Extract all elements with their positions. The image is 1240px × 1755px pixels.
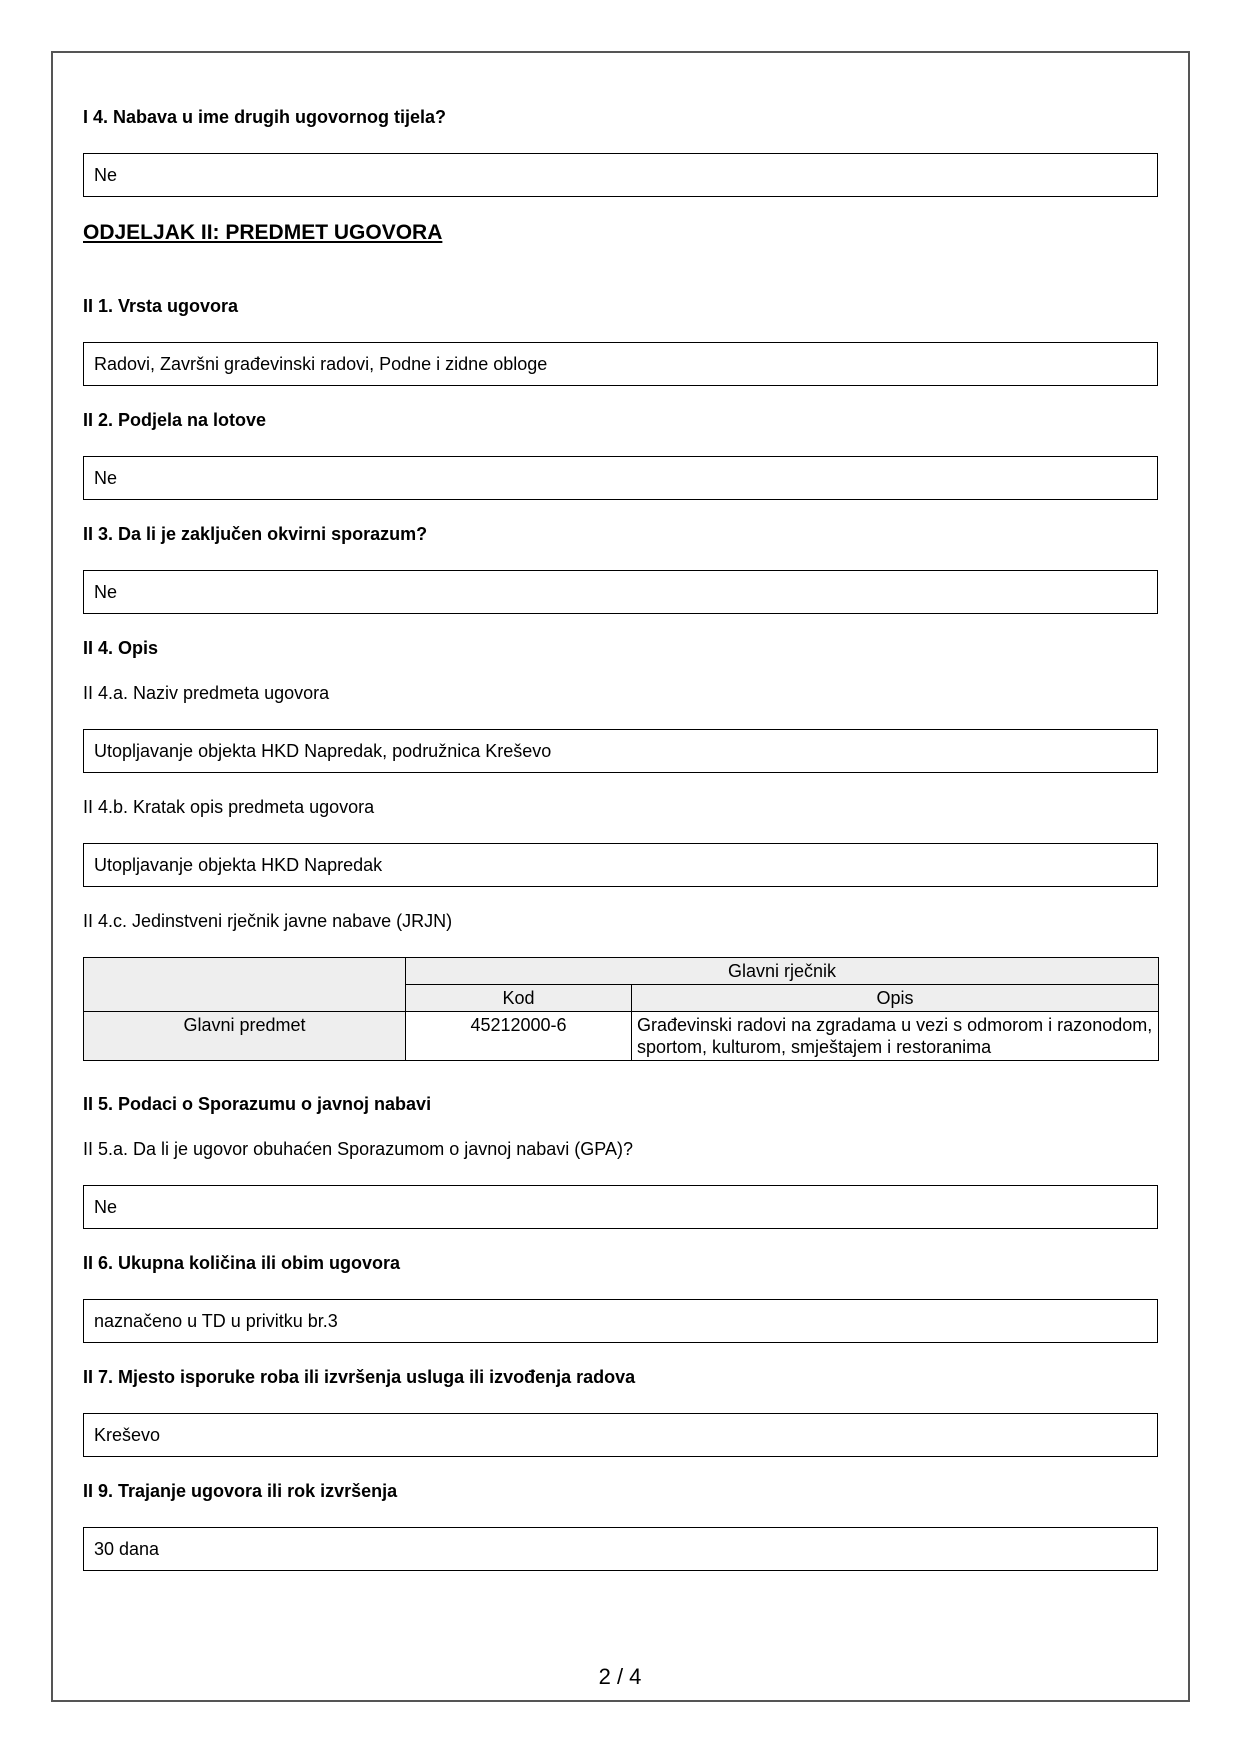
table-col-desc: Opis: [632, 985, 1159, 1012]
heading-ii1: II 1. Vrsta ugovora: [83, 296, 239, 316]
table-row-code: 45212000-6: [406, 1012, 632, 1061]
section-title-ii: ODJELJAK II: PREDMET UGOVORA: [83, 221, 443, 244]
heading-ii3: II 3. Da li je zaključen okvirni sporazum?: [83, 524, 428, 544]
value-ii4b: Utopljavanje objekta HKD Napredak: [83, 843, 1158, 887]
heading-ii4: II 4. Opis: [83, 638, 159, 658]
heading-ii5: II 5. Podaci o Sporazumu o javnoj nabavi: [83, 1094, 432, 1114]
heading-ii7: II 7. Mjesto isporuke roba ili izvršenja usluga ili izvođenja radova: [83, 1367, 636, 1387]
value-ii9: 30 dana: [83, 1527, 1158, 1571]
value-ii7: Kreševo: [83, 1413, 1158, 1457]
label-ii4b: II 4.b. Kratak opis predmeta ugovora: [83, 797, 375, 817]
table-row-label: Glavni predmet: [84, 1012, 406, 1061]
table-row-desc: Građevinski radovi na zgradama u vezi s odmorom i razonodom, sportom, kulturom, smještajem i restoranima: [632, 1012, 1159, 1061]
value-ii5a: Ne: [83, 1185, 1158, 1229]
table-row: [84, 1012, 1159, 1061]
cpv-table: [83, 957, 1159, 1061]
table-col-code: Kod: [406, 985, 632, 1012]
value-ii2: Ne: [83, 456, 1158, 500]
heading-ii6: II 6. Ukupna količina ili obim ugovora: [83, 1253, 401, 1273]
table-header-row: [84, 958, 1159, 985]
label-ii4c: II 4.c. Jedinstveni rječnik javne nabave (JRJN): [83, 911, 453, 931]
label-ii5a: II 5.a. Da li je ugovor obuhaćen Sporazumom o javnoj nabavi (GPA)?: [83, 1139, 633, 1159]
table-corner-cell: [84, 958, 406, 1012]
value-ii6: naznačeno u TD u privitku br.3: [83, 1299, 1158, 1343]
value-i4: Ne: [83, 153, 1158, 197]
heading-i4: I 4. Nabava u ime drugih ugovornog tijela?: [83, 107, 447, 127]
heading-ii9: II 9. Trajanje ugovora ili rok izvršenja: [83, 1481, 398, 1501]
value-ii1: Radovi, Završni građevinski radovi, Podne i zidne obloge: [83, 342, 1158, 386]
value-ii3: Ne: [83, 570, 1158, 614]
page-number: 2 / 4: [598, 1664, 642, 1689]
label-ii4a: II 4.a. Naziv predmeta ugovora: [83, 683, 330, 703]
table-group-header: Glavni rječnik: [406, 958, 1159, 985]
heading-ii2: II 2. Podjela na lotove: [83, 410, 267, 430]
value-ii4a: Utopljavanje objekta HKD Napredak, podružnica Kreševo: [83, 729, 1158, 773]
